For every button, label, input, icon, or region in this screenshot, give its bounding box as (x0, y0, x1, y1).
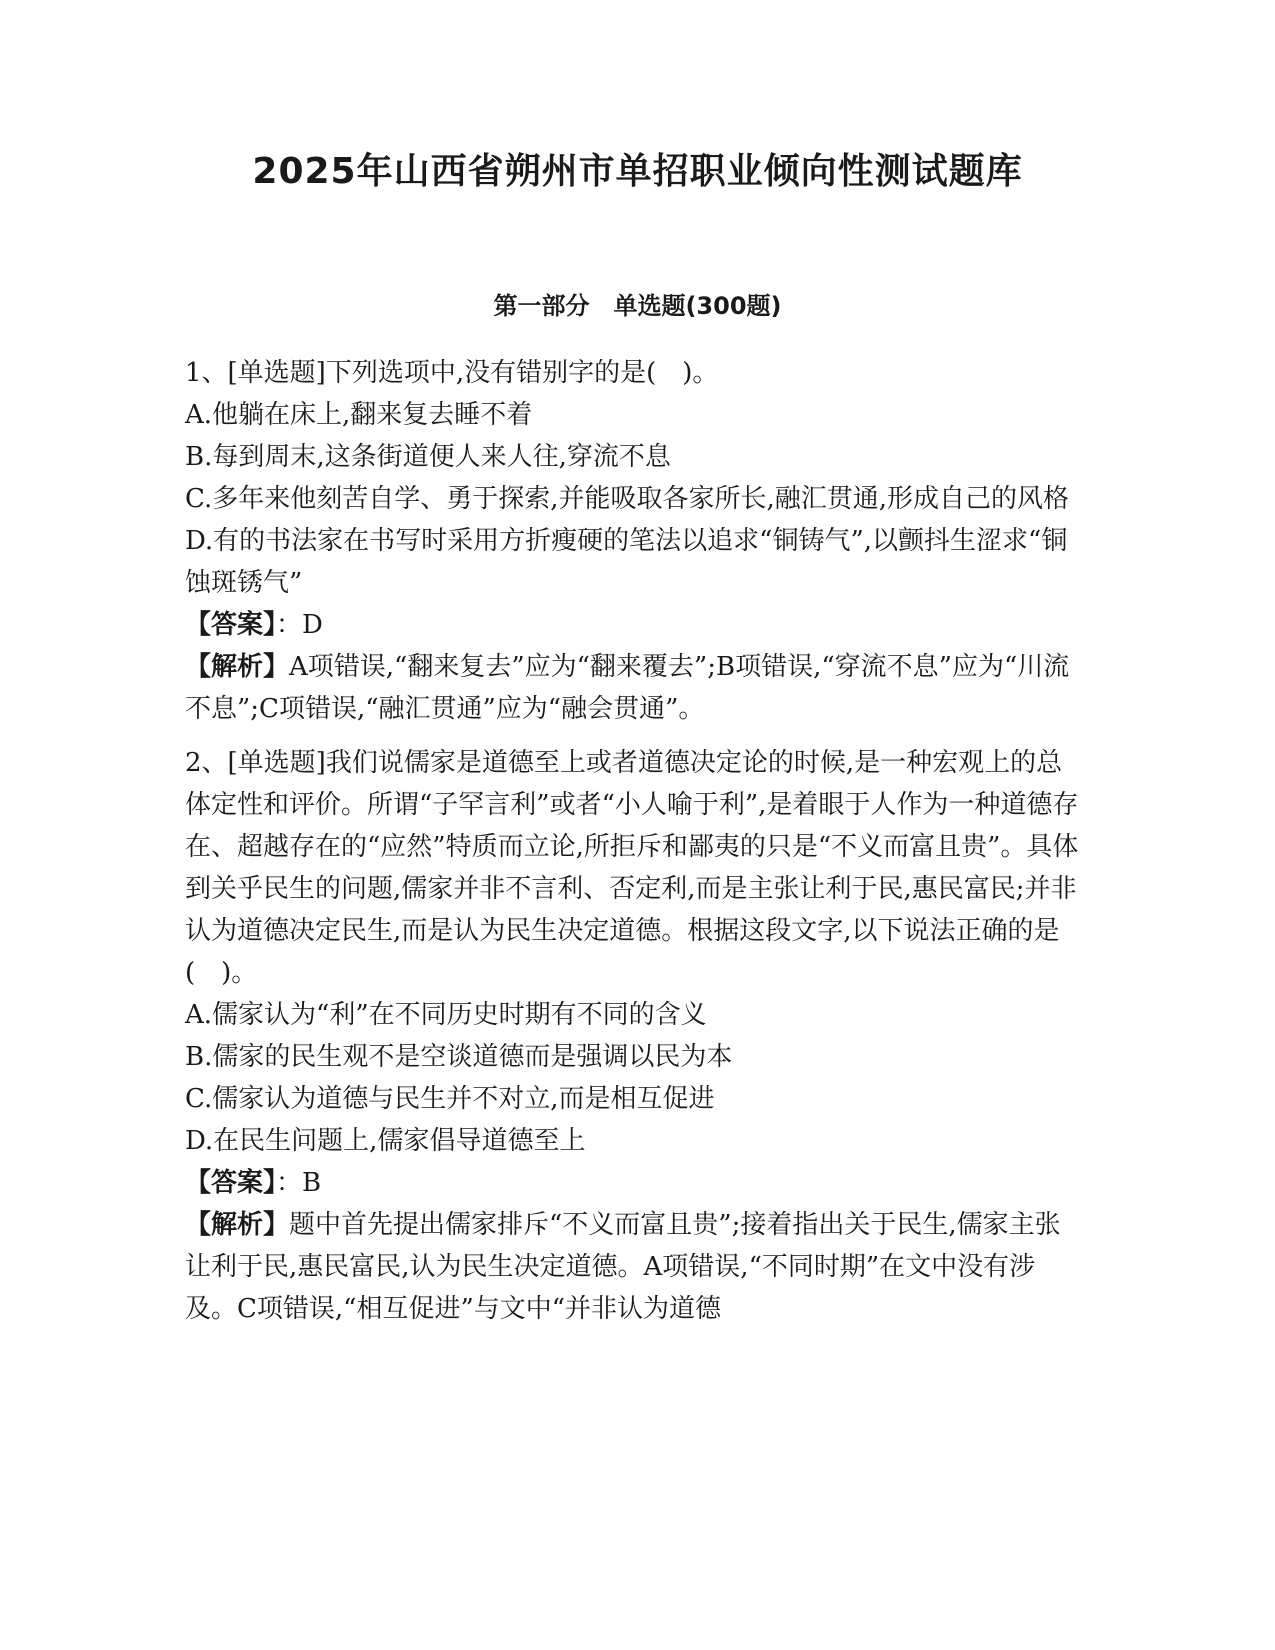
analysis-line (185, 646, 1085, 730)
answer-value: ：B (276, 1168, 322, 1198)
analysis-text: A项错误,“翻来复去”应为“翻来覆去”;B项错误,“穿流不息”应为“川流不息”;C项错误,“融汇贯通”应为“融会贯通”。 (185, 652, 1070, 724)
question-1 (185, 352, 1085, 730)
option-b: B.每到周末,这条街道便人来人往,穿流不息 (185, 442, 671, 472)
analysis-text: 题中首先提出儒家排斥“不义而富且贵”;接着指出关于民生,儒家主张让利于民,惠民富民,认为民生决定道德。A项错误,“不同时期”在文中没有涉及。C项错误,“相互促进”与文中“并非认为道德 (185, 1210, 1061, 1324)
answer-line (185, 604, 1085, 646)
option-d: D.有的书法家在书写时采用方折瘦硬的笔法以追求“铜铸气”,以颤抖生涩求“铜蚀斑锈气” (185, 526, 1068, 598)
analysis-label: 【解析】 (185, 652, 290, 682)
question-stem: 2、[单选题]我们说儒家是道德至上或者道德决定论的时候,是一种宏观上的总体定性和评价。所谓“子罕言利”或者“小人喻于利”,是着眼于人作为一种道德存在、超越存在的“应然”特质而立论,所拒斥和鄙夷的只是“不义而富且贵”。具体到关乎民生的问题,儒家并非不言利、否定利,而是主张让利于民,惠民富民;并非认为道德决定民生,而是认为民生决定道德。根据这段文字,以下说法正确的是( )。 (185, 748, 1079, 988)
question-2 (185, 742, 1085, 1330)
option-c: C.多年来他刻苦自学、勇于探索,并能吸取各家所长,融汇贯通,形成自己的风格 (185, 484, 1070, 514)
answer-value: ：D (276, 610, 323, 640)
option-c: C.儒家认为道德与民生并不对立,而是相互促进 (185, 1084, 715, 1114)
question-stem: 1、[单选题]下列选项中,没有错别字的是( )。 (185, 358, 719, 388)
option-a: A.他躺在床上,翻来复去睡不着 (185, 400, 533, 430)
option-a: A.儒家认为“利”在不同历史时期有不同的含义 (185, 1000, 707, 1030)
option-b: B.儒家的民生观不是空谈道德而是强调以民为本 (185, 1042, 733, 1072)
answer-label: 【答案】 (185, 610, 277, 640)
option-d: D.在民生问题上,儒家倡导道德至上 (185, 1126, 586, 1156)
section-title: 第一部分 单选题(300题) (493, 292, 782, 320)
answer-label: 【答案】 (185, 1168, 277, 1198)
document-title: 2025年山西省朔州市单招职业倾向性测试题库 (252, 151, 1023, 192)
answer-line (185, 1162, 1085, 1204)
analysis-line (185, 1204, 1085, 1330)
question-list (185, 352, 1085, 1330)
analysis-label: 【解析】 (185, 1210, 290, 1240)
